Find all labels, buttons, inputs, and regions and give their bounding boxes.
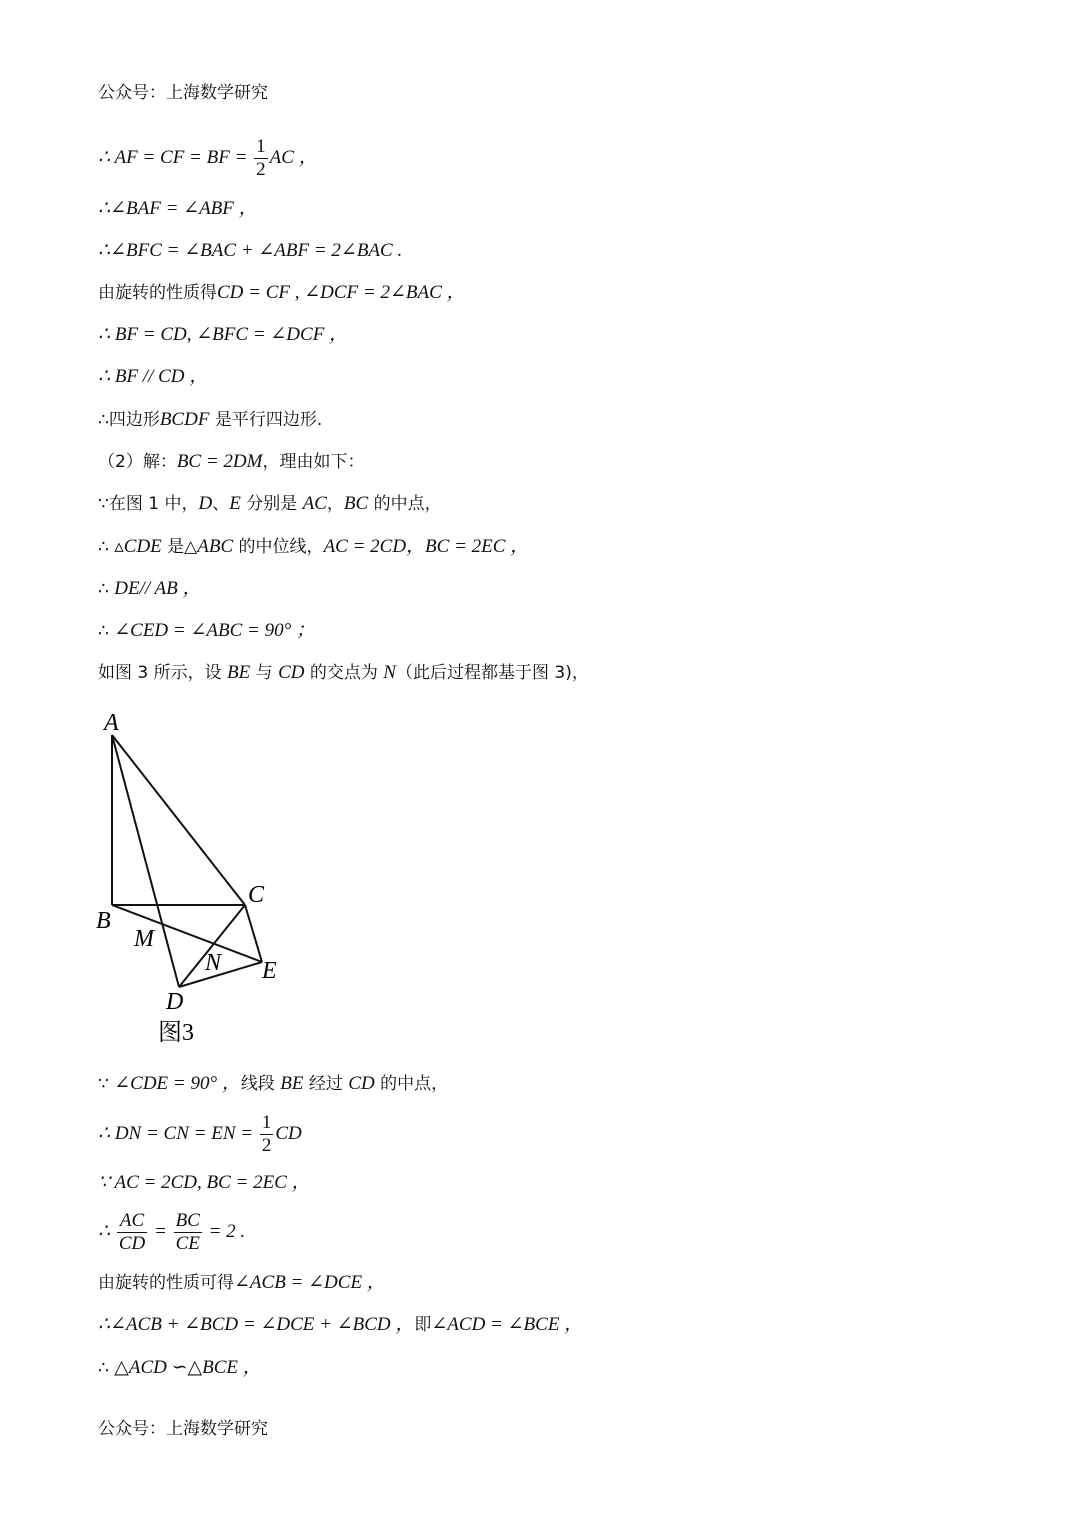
line-8: （2）解：BC = 2DM，理由如下： (98, 451, 365, 472)
line-19: ∴∠ACB + ∠BCD = ∠DCE + ∠BCD ，即∠ACD = ∠BCE ， (98, 1314, 584, 1335)
line-12: ∴ ∠CED = ∠ABC = 90° ； (98, 620, 315, 641)
label-e: E (262, 958, 277, 984)
line-4: 由旋转的性质得CD = CF , ∠DCF = 2∠BAC ， (98, 282, 466, 303)
line-7: ∴四边形BCDF 是平行四边形. (98, 409, 323, 430)
line-16: ∵ AC = 2CD, BC = 2EC ， (98, 1172, 311, 1193)
line-3: ∴∠BFC = ∠BAC + ∠ABF = 2∠BAC . (98, 240, 403, 261)
segment-ce (245, 905, 262, 962)
line-2: ∴∠BAF = ∠ABF ， (98, 198, 258, 219)
line-11: ∴ DE// AB ， (98, 578, 202, 599)
fraction-ac-cd: $\frac{AC}{CD}$ (118, 1210, 146, 1255)
line-14: ∵ ∠CDE = 90° ，线段 BE 经过 CD 的中点， (98, 1073, 449, 1094)
segment-ac (112, 735, 245, 905)
line-17: ∴ $\frac{AC}{CD}$ = $\frac{BC}{CE}$ = 2 . (98, 1210, 246, 1255)
line-5: ∴ BF = CD, ∠BFC = ∠DCF ， (98, 324, 349, 345)
page-footer: 公众号：上海数学研究 (98, 1419, 268, 1439)
line-20: ∴ △ACD ∽△BCE ， (98, 1357, 262, 1378)
line-15: ∴ DN = CN = EN = $\frac{1}{2}$ CD (98, 1112, 302, 1157)
label-c: C (248, 882, 265, 908)
line-13: 如图 3 所示，设 BE 与 CD 的交点为 N（此后过程都基于图 3)， (98, 662, 589, 683)
line-18: 由旋转的性质可得∠ACB = ∠DCE ， (98, 1272, 386, 1293)
fraction-half-2: $\frac{1}{2}$ (261, 1112, 272, 1157)
label-n: N (205, 950, 222, 976)
label-a: A (104, 710, 119, 736)
page-header: 公众号：上海数学研究 (98, 83, 268, 103)
line-1: ∴ AF = CF = BF = $\frac{1}{2}$ AC ， (98, 136, 318, 181)
geometry-figure-3 (92, 708, 312, 1053)
label-b: B (96, 908, 111, 934)
line-9: ∵在图 1 中，D、E 分别是 AC，BC 的中点， (98, 493, 442, 514)
figure-caption: 图3 (158, 1020, 194, 1046)
line-10: ∴ ▵CDE 是△ABC 的中位线，AC = 2CD，BC = 2EC ， (98, 536, 530, 557)
fraction-bc-ce: $\frac{BC}{CE}$ (175, 1210, 200, 1255)
fraction-half: $\frac{1}{2}$ (256, 136, 266, 181)
line-6: ∴ BF // CD ， (98, 366, 209, 387)
label-d: D (166, 989, 184, 1015)
label-m: M (134, 926, 154, 952)
